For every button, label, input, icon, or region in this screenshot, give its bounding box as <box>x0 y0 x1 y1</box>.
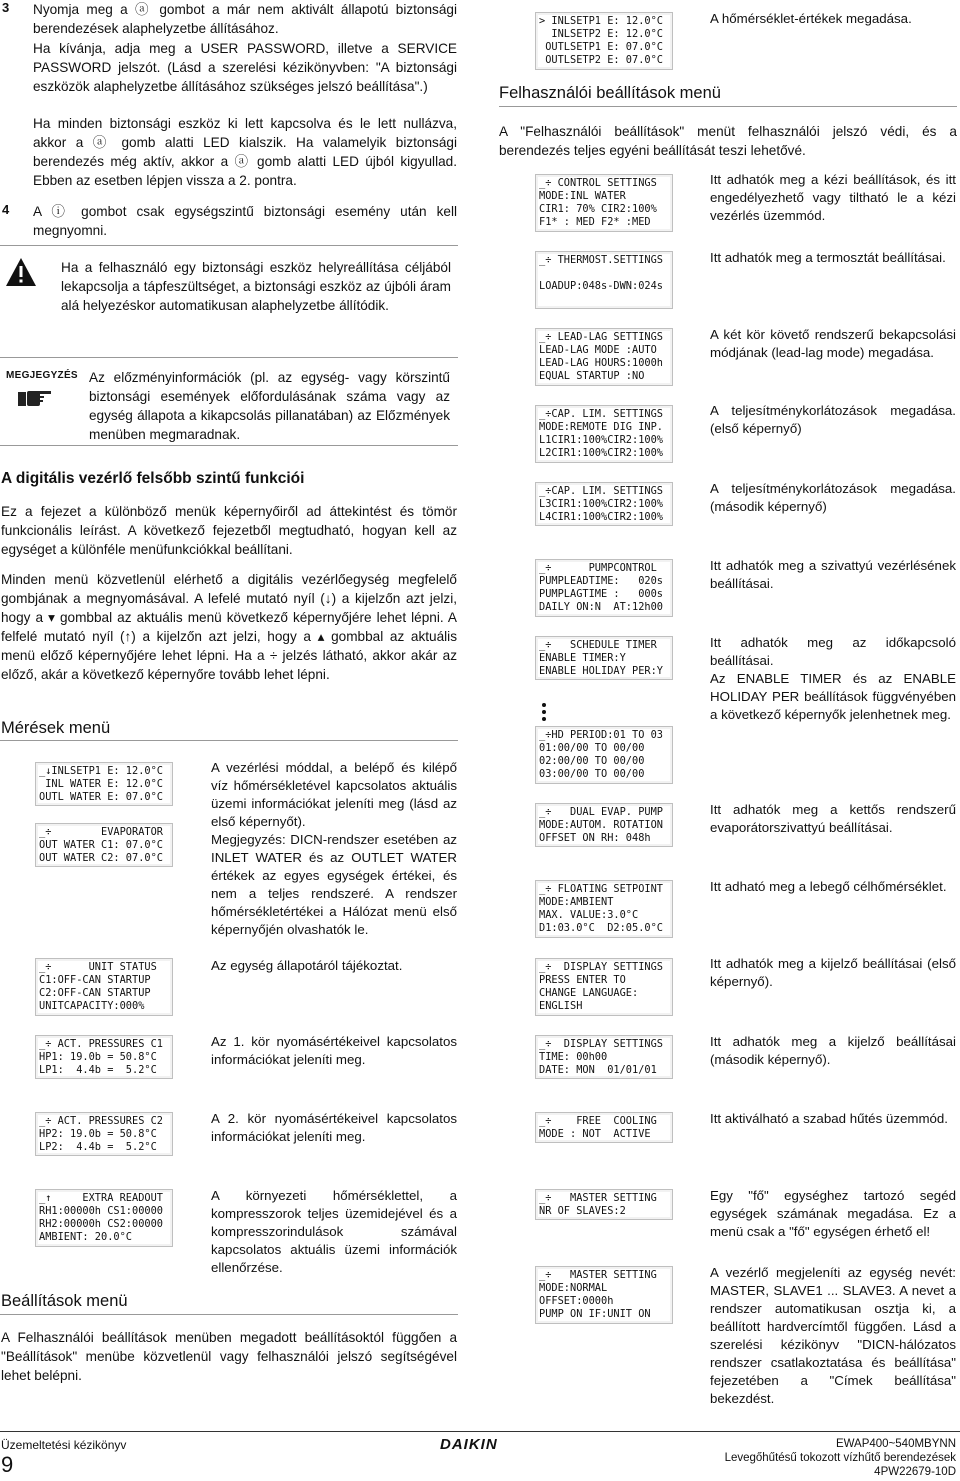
screen-description: Itt adhatók meg a kijelző beállításai (második képernyő). <box>710 1034 956 1067</box>
lcd-screen: _÷ CONTROL SETTINGS MODE:INL WATER CIR1: 70% CIR2:100% F1* : MED F2* :MED <box>535 174 673 232</box>
step-number-4: 4 <box>2 202 10 217</box>
lcd-screen: _÷ DISPLAY SETTINGS PRESS ENTER TO CHANGE LANGUAGE: ENGLISH <box>535 958 673 1016</box>
footer-doc-code: 4PW22679-10D <box>874 1466 956 1478</box>
screen-description: A környezeti hőmérséklettel, a kompresszorok teljes üzemidejével és a kompresszorindulások számával kapcsolatos aktuális üzemi információk ellenőrzése. <box>211 1188 457 1275</box>
lcd-screen: _÷ DISPLAY SETTINGS TIME: 00h00 DATE: MON 01/01/01 <box>535 1035 673 1079</box>
lcd-screen: _÷ MASTER SETTING NR OF SLAVES:2 <box>535 1189 673 1220</box>
lcd-screen: _÷ UNIT STATUS C1:OFF-CAN STARTUP C2:OFF-CAN STARTUP UNITCAPACITY:000% <box>35 958 173 1016</box>
divider <box>0 445 458 446</box>
section-title: A digitális vezérlő felsőbb szintű funkciói <box>1 470 305 487</box>
footer-manual-title: Üzemeltetési kézikönyv <box>1 1438 127 1452</box>
lcd-screen: _÷ FLOATING SETPOINT MODE:AMBIENT MAX. VALUE:3.0°C D1:03.0°C D2:05.0°C <box>535 880 673 938</box>
screen-description: Itt adhatók meg a termosztát beállításai. <box>710 250 946 265</box>
screen-description: Az 1. kör nyomásértékeivel kapcsolatos információkat jeleníti meg. <box>211 1034 457 1067</box>
lcd-screen: _↑ EXTRA READOUT RH1:00000h CS1:00000 RH2:00000h CS2:00000 AMBIENT: 20.0°C <box>35 1189 173 1247</box>
divider <box>0 357 458 358</box>
lcd-screen: _÷ FREE COOLING MODE : NOT ACTIVE <box>535 1112 673 1143</box>
screen-description: A vezérlési móddal, a belépő és kilépő víz hőmérsékletével kapcsolatos aktuális üzemi információkat jeleníti meg (lásd az első képernyőt). Megjegyzés: DICN-rendszer esetében az INLET WATER és az OUTLET WATER értékek az egyes egységek értékei, és nem a teljes rendszeré. A rendszer hőmérsékletértékei a Hálózat menü első képernyőjén olvashatók le. <box>211 760 457 937</box>
lcd-screen: _÷CAP. LIM. SETTINGS L3CIR1:100%CIR2:100% L4CIR1:100%CIR2:100% <box>535 482 673 526</box>
lcd-screen: _÷ SCHEDULE TIMER ENABLE TIMER:Y ENABLE HOLIDAY PER:Y <box>535 636 673 680</box>
page-number: 9 <box>1 1452 14 1477</box>
screen-description: Itt adhatók meg a kettős rendszerű evaporátorszivattyú beállításai. <box>710 802 956 835</box>
lcd-screen: _÷ EVAPORATOR OUT WATER C1: 07.0°C OUT WATER C2: 07.0°C <box>35 823 173 867</box>
note-label: MEGJEGYZÉS <box>6 370 78 381</box>
step-3-paragraph-1: Nyomja meg a ⓐ gombot a már nem aktivált állapotú biztonsági berendezések alaphelyzetbe állításához. <box>33 2 457 36</box>
screen-description: A teljesítménykorlátozások megadása. (első képernyő) <box>710 403 956 436</box>
felhasznaloi-text: A "Felhasználói beállítások" menüt felhasználói jelszó védi, és a berendezés teljes egyéni beállítását teszi lehetővé. <box>499 124 957 158</box>
daikin-logo: DAIKIN <box>440 1436 498 1453</box>
pointing-hand-icon <box>18 386 52 408</box>
step-number-3: 3 <box>2 0 10 15</box>
step-3-paragraph-2: Ha kívánja, adja meg a USER PASSWORD, illetve a SERVICE PASSWORD jelszót. (Lásd a szerelési kézikönyvben: "A biztonsági eszközök alaphelyzetbe állításához szükséges jelszó beállítása".) <box>33 41 457 94</box>
lcd-screen: _÷ PUMPCONTROL PUMPLEADTIME: 020s PUMPLAGTIME : 000s DAILY ON:N AT:12h00 <box>535 559 673 617</box>
lcd-screen: _↓INLSETP1 E: 12.0°C INL WATER E: 12.0°C OUTL WATER E: 07.0°C <box>35 762 173 806</box>
screen-description: Itt adható meg a lebegő célhőmérséklet. <box>710 879 947 894</box>
screen-description: A 2. kör nyomásértékeivel kapcsolatos információkat jeleníti meg. <box>211 1111 457 1144</box>
divider <box>0 1314 458 1315</box>
lcd-screen: _÷ ACT. PRESSURES C1 HP1: 19.0b = 50.8°C LP1: 4.4b = 5.2°C <box>35 1035 173 1079</box>
step-3-paragraph-3: Ha minden biztonsági eszköz ki lett kapcsolva és le lett nullázva, akkor a ⓐ gomb alatti LED kialszik. Ha valamelyik biztonsági berendezés még aktív, akkor a ⓐ gomb alatti LED újból kigyullad. Ebben az esetben lépjen vissza a 2. pontra. <box>33 116 457 188</box>
divider <box>499 106 957 107</box>
lcd-screen: _÷ LEAD-LAG SETTINGS LEAD-LAG MODE :AUTO LEAD-LAG HOURS:1000h EQUAL STARTUP :NO <box>535 328 673 386</box>
screen-description: Itt aktiválható a szabad hűtés üzemmód. <box>710 1111 949 1126</box>
meres-menu-title: Mérések menü <box>1 719 111 737</box>
footer-model: EWAP400~540MBYNN <box>835 1438 956 1450</box>
warning-icon <box>5 257 37 287</box>
felhasznaloi-menu-title: Felhasználói beállítások menü <box>499 84 721 102</box>
screen-description: Itt adhatók meg a szivattyú vezérlésének beállításai. <box>710 558 956 591</box>
footer-subtitle: Levegőhűtésű tokozott vízhűtő berendezések <box>724 1452 956 1464</box>
section-paragraph-1: Ez a fejezet a különböző menük képernyőiről ad áttekintést és tömör funkcionális leírást. A következő fejezetből megtudható, hogyan kell az egységet a különféle menüfunkciókkal beállítani. <box>1 504 457 557</box>
section-paragraph-2: Minden menü közvetlenül elérhető a digitális vezérlőegység megfelelő gombjának a megnyomásával. A lefelé mutató nyíl (↓) a kijelzőn azt jelzi, hogy a ▾ gombbal az aktuális menü következő képernyőjére lehet lépni. A felfelé mutató nyíl (↑) a kijelzőn azt jelzi, hogy a ▴ gombbal az aktuális menü előző képernyőjére lehet lépni. Ha a ÷ jelzés látható, akkor akár az előző, akár a következő képernyőre tovább lehet lépni. <box>1 572 457 682</box>
screen-description: A két kör követő rendszerű bekapcsolási módjának (lead-lag mode) megadása. <box>710 327 956 360</box>
lcd-screen: _÷HD PERIOD:01 TO 03 01:00/00 TO 00/00 02:00/00 TO 00/00 03:00/00 TO 00/00 <box>535 726 673 784</box>
divider <box>0 245 458 246</box>
lcd-screen: _÷CAP. LIM. SETTINGS MODE:REMOTE DIG INP. L1CIR1:100%CIR2:100% L2CIR1:100%CIR2:100% <box>535 405 673 463</box>
more-screens-dots-icon <box>540 702 548 722</box>
warning-text: Ha a felhasználó egy biztonsági eszköz helyreállítása céljából lekapcsolja a tápfeszültséget, a biztonsági eszköz az újbóli áram alá helyezéskor automatikusan alaphelyzetbe állítódik. <box>61 260 451 313</box>
screen-description: A vezérlő megjeleníti az egység nevét: MASTER, SLAVE1 ... SLAVE3. A nevet a rendszer automatikusan osztja ki, a beállított hardvercímtől függően. Lásd a szerelési kézikönyv "DICN-hálózatos rendszer csatlakoztatása és beállítása" fejezetében a "Címek beállítása" bekezdést. <box>710 1265 956 1406</box>
lcd-screen: _÷ ACT. PRESSURES C2 HP2: 19.0b = 50.8°C LP2: 4.4b = 5.2°C <box>35 1112 173 1156</box>
lcd-screen: _÷ MASTER SETTING MODE:NORMAL OFFSET:0000h PUMP ON IF:UNIT ON <box>535 1266 673 1324</box>
screen-description: Itt adhatók meg a kézi beállítások, és itt engedélyezhető vagy tiltható le a kézi vezérlés üzemmód. <box>710 172 956 223</box>
screen-description: Az egység állapotáról tájékoztat. <box>211 958 403 973</box>
screen-description: Itt adhatók meg az időkapcsoló beállításai. Az ENABLE TIMER és az ENABLE HOLIDAY PER beállítások függvényében a következő képernyők jelenhetnek meg. <box>710 635 956 722</box>
step-4-paragraph: A ⓘ gombot csak egységszintű biztonsági esemény után kell megnyomni. <box>33 204 457 238</box>
beallitasok-text: A Felhasználói beállítások menüben megadott beállításoktól függően a "Beállítások" menübe közvetlenül vagy felhasználói jelszó segítségével lehet belépni. <box>1 1330 457 1383</box>
lcd-screen: _÷ DUAL EVAP. PUMP MODE:AUTOM. ROTATION OFFSET ON RH: 048h <box>535 803 673 847</box>
screen-description: Itt adhatók meg a kijelző beállításai (első képernyő). <box>710 956 956 989</box>
screen-description: A teljesítménykorlátozások megadása. (második képernyő) <box>710 481 956 514</box>
lcd-screen: _÷ THERMOST.SETTINGS LOADUP:048s-DWN:024s <box>535 251 673 309</box>
screen-description: A hőmérséklet-értékek megadása. <box>710 11 912 26</box>
beallitasok-menu-title: Beállítások menü <box>1 1292 128 1310</box>
screen-description: Egy "fő" egységhez tartozó segéd egységek számának megadása. Ez a menü csak a "fő" egységen érhető el! <box>710 1188 956 1239</box>
note-text: Az előzményinformációk (pl. az egység- vagy körszintű biztonsági események előfordulásának száma vagy az egység állapota a kikapcsolás pillanatában) az Előzmények menüben megmaradnak. <box>89 370 450 442</box>
lcd-screen: > INLSETP1 E: 12.0°C INLSETP2 E: 12.0°C OUTLSETP1 E: 07.0°C OUTLSETP2 E: 07.0°C <box>535 12 673 70</box>
divider <box>0 740 458 741</box>
footer-rule <box>0 1431 960 1432</box>
